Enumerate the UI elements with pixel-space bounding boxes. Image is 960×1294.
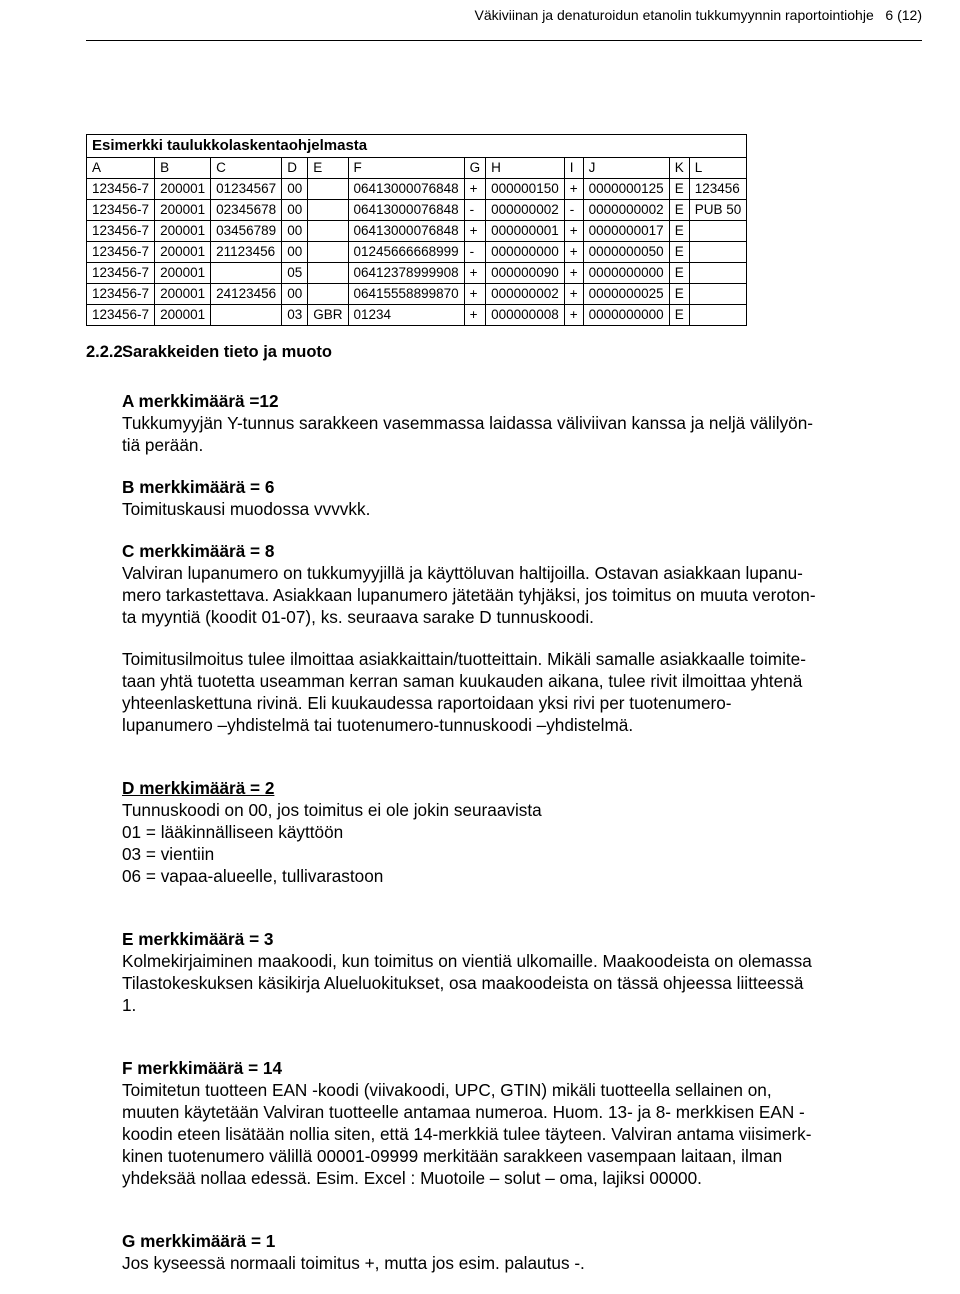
table-cell <box>211 305 282 326</box>
table-cell: 0000000025 <box>583 284 669 305</box>
table-cell: - <box>464 242 486 263</box>
table-cell: 00 <box>282 179 308 200</box>
table-cell: L <box>689 158 747 179</box>
table-cell: E <box>669 179 689 200</box>
table-row <box>87 263 747 284</box>
column-d-heading: D merkkimäärä = 2 <box>122 778 275 798</box>
table-cell: + <box>464 221 486 242</box>
table-cell: 000000000 <box>486 242 565 263</box>
table-cell <box>689 305 747 326</box>
column-c-heading: C merkkimäärä = 8 <box>122 541 275 561</box>
table-cell: 03 <box>282 305 308 326</box>
table-cell: + <box>564 305 583 326</box>
table-cell: 02345678 <box>211 200 282 221</box>
table-cell: E <box>669 305 689 326</box>
table-cell: A <box>87 158 155 179</box>
table-cell: 03456789 <box>211 221 282 242</box>
table-cell: 24123456 <box>211 284 282 305</box>
table-row <box>87 242 747 263</box>
table-cell <box>308 179 348 200</box>
table-cell: 123456-7 <box>87 221 155 242</box>
table-cell: 000000001 <box>486 221 565 242</box>
table-cell: 0000000050 <box>583 242 669 263</box>
table-cell: 000000008 <box>486 305 565 326</box>
table-cell: 0000000125 <box>583 179 669 200</box>
page-header <box>86 0 922 41</box>
table-cell: - <box>464 200 486 221</box>
table-cell <box>308 284 348 305</box>
table-cell <box>689 284 747 305</box>
header-text <box>474 7 922 23</box>
table-cell: 123456-7 <box>87 179 155 200</box>
table-cell: PUB 50 <box>689 200 747 221</box>
table-cell: + <box>564 263 583 284</box>
table-cell: K <box>669 158 689 179</box>
table-cell: 123456-7 <box>87 305 155 326</box>
text-line: tiä perään. <box>122 435 204 455</box>
text-line: Tunnuskoodi on 00, jos toimitus ei ole jokin seuraavista <box>122 800 542 820</box>
table-cell: J <box>583 158 669 179</box>
table-cell: 000000002 <box>486 284 565 305</box>
table-cell <box>308 221 348 242</box>
column-c-block <box>122 540 940 628</box>
table-cell: 00 <box>282 284 308 305</box>
text-line: Jos kyseessä normaali toimitus +, mutta jos esim. palautus -. <box>122 1253 585 1273</box>
table-caption-row <box>87 135 747 158</box>
table-row <box>87 221 747 242</box>
table-cell: E <box>669 263 689 284</box>
text-line: 01 = lääkinnälliseen käyttöön <box>122 822 344 842</box>
table-cell: 123456 <box>689 179 747 200</box>
section-title: Sarakkeiden tieto ja muoto <box>122 343 332 361</box>
table-cell: 05 <box>282 263 308 284</box>
table-cell: + <box>564 242 583 263</box>
table-cell <box>308 200 348 221</box>
table-cell <box>689 221 747 242</box>
table-cell: 06413000076848 <box>348 221 464 242</box>
table-cell <box>308 263 348 284</box>
table-cell: 000000150 <box>486 179 565 200</box>
table-cell: E <box>669 221 689 242</box>
page-number: 6 (12) <box>885 7 922 23</box>
text-line: Valviran lupanumero on tukkumyyjillä ja käyttöluvan haltijoilla. Ostavan asiakkaan lupanu- <box>122 563 803 583</box>
text-line: mero tarkastettava. Asiakkaan lupanumero jätetään tyhjäksi, jos toimitus on muuta veroton- <box>122 585 816 605</box>
table-cell <box>211 263 282 284</box>
column-a-heading: A merkkimäärä =12 <box>122 391 279 411</box>
table-cell: 0000000000 <box>583 263 669 284</box>
table-cell: 200001 <box>155 200 211 221</box>
table-cell: 06415558899870 <box>348 284 464 305</box>
text-line: yhdeksää nollaa edessä. Esim. Excel : Muotoile – solut – oma, lajiksi 00000. <box>122 1168 702 1188</box>
table-cell: 0000000002 <box>583 200 669 221</box>
table-cell: + <box>564 221 583 242</box>
table-row <box>87 305 747 326</box>
table-cell: E <box>669 242 689 263</box>
table-cell: + <box>464 284 486 305</box>
text-line: muuten käytetään Valviran tuotteelle antamaa numeroa. Huom. 13- ja 8- merkkisen EAN - <box>122 1102 805 1122</box>
table-cell <box>689 263 747 284</box>
column-f-block <box>122 1057 940 1189</box>
table-cell: H <box>486 158 565 179</box>
table-cell: 123456-7 <box>87 284 155 305</box>
table-cell: 00 <box>282 200 308 221</box>
table-cell: GBR <box>308 305 348 326</box>
table-cell: 01234567 <box>211 179 282 200</box>
table-cell <box>689 242 747 263</box>
column-d-block <box>122 777 940 887</box>
text-line: ta myyntiä (koodit 01-07), ks. seuraava sarake D tunnuskoodi. <box>122 607 594 627</box>
table-cell: 0000000000 <box>583 305 669 326</box>
table-caption: Esimerkki taulukkolaskentaohjelmasta <box>87 135 747 158</box>
table-cell: D <box>282 158 308 179</box>
text-line: Toimituskausi muodossa vvvvkk. <box>122 499 371 519</box>
text-line: Tilastokeskuksen käsikirja Alueluokitukset, osa maakoodeista on tässä ohjeessa liitteessä <box>122 973 804 993</box>
table-cell: 06413000076848 <box>348 179 464 200</box>
column-g-heading: G merkkimäärä = 1 <box>122 1231 276 1251</box>
table-cell: 01234 <box>348 305 464 326</box>
table-cell: B <box>155 158 211 179</box>
table-cell: I <box>564 158 583 179</box>
table-cell: 000000002 <box>486 200 565 221</box>
column-b-heading: B merkkimäärä = 6 <box>122 477 275 497</box>
text-line: kinen tuotenumero välillä 00001-09999 merkitään sarakkeen vasempaan laitaan, ilman <box>122 1146 783 1166</box>
table-cell: 00 <box>282 242 308 263</box>
table-cell: G <box>464 158 486 179</box>
table-cell: 123456-7 <box>87 242 155 263</box>
text-line: Kolmekirjaiminen maakoodi, kun toimitus on vientiä ulkomaille. Maakoodeista on olemassa <box>122 951 812 971</box>
table-cell: E <box>669 284 689 305</box>
table-cell: E <box>669 200 689 221</box>
table-cell: - <box>564 200 583 221</box>
text-line: Tukkumyyjän Y-tunnus sarakkeen vasemmassa laidassa väliviivan kanssa ja neljä välilyön- <box>122 413 814 433</box>
text-line: lupanumero –yhdistelmä tai tuotenumero-tunnuskoodi –yhdistelmä. <box>122 715 634 735</box>
table-cell: 200001 <box>155 284 211 305</box>
table-cell: 00 <box>282 221 308 242</box>
table-row <box>87 284 747 305</box>
table-cell: 200001 <box>155 305 211 326</box>
table-cell: + <box>564 179 583 200</box>
table-cell: E <box>308 158 348 179</box>
delivery-note-block <box>122 648 940 736</box>
table-cell: 0000000017 <box>583 221 669 242</box>
text-line: taan yhtä tuotetta useamman kerran saman kuukauden aikana, tulee rivit ilmoittaa yhtenä <box>122 671 803 691</box>
text-line: Toimitusilmoitus tulee ilmoittaa asiakkaittain/tuotteittain. Mikäli samalle asiakkaalle toimite- <box>122 649 806 669</box>
table-cell: + <box>564 284 583 305</box>
section-number: 2.2.2 <box>86 343 123 361</box>
table-cell: + <box>464 263 486 284</box>
table-row <box>87 179 747 200</box>
column-g-block <box>122 1230 940 1274</box>
column-e-block <box>122 928 940 1016</box>
table-cell: 123456-7 <box>87 200 155 221</box>
table-cell: 06412378999908 <box>348 263 464 284</box>
table-header-row <box>87 158 747 179</box>
table-cell: 200001 <box>155 263 211 284</box>
text-line: koodin eteen lisätään nollia siten, että 14-merkkiä tulee täyteen. Valviran antama viisimerk- <box>122 1124 812 1144</box>
column-a-block <box>122 390 940 456</box>
column-f-heading: F merkkimäärä = 14 <box>122 1058 283 1078</box>
table-cell: 123456-7 <box>87 263 155 284</box>
table-cell: F <box>348 158 464 179</box>
table-cell: C <box>211 158 282 179</box>
column-b-block <box>122 476 940 520</box>
table-cell: + <box>464 179 486 200</box>
text-line: 06 = vapaa-alueelle, tullivarastoon <box>122 866 384 886</box>
table-cell: 06413000076848 <box>348 200 464 221</box>
document-title: Väkiviinan ja denaturoidun etanolin tukkumyynnin raportointiohje <box>474 7 874 23</box>
table-cell: 200001 <box>155 242 211 263</box>
text-line: yhteenlaskettuna rivinä. Eli kuukaudessa raportoidaan yksi rivi per tuotenumero- <box>122 693 732 713</box>
section-heading <box>86 343 332 362</box>
table-row <box>87 200 747 221</box>
table-cell: + <box>464 305 486 326</box>
text-line: 03 = vientiin <box>122 844 215 864</box>
table-cell: 200001 <box>155 221 211 242</box>
column-e-heading: E merkkimäärä = 3 <box>122 929 274 949</box>
table-cell <box>308 242 348 263</box>
table-cell: 21123456 <box>211 242 282 263</box>
table-cell: 01245666668999 <box>348 242 464 263</box>
column-descriptions <box>122 390 940 1294</box>
table-cell: 000000090 <box>486 263 565 284</box>
text-line: Toimitetun tuotteen EAN -koodi (viivakoodi, UPC, GTIN) mikäli tuotteella sellainen on, <box>122 1080 772 1100</box>
table-cell: 200001 <box>155 179 211 200</box>
text-line: 1. <box>122 995 137 1015</box>
example-spreadsheet <box>86 134 747 326</box>
